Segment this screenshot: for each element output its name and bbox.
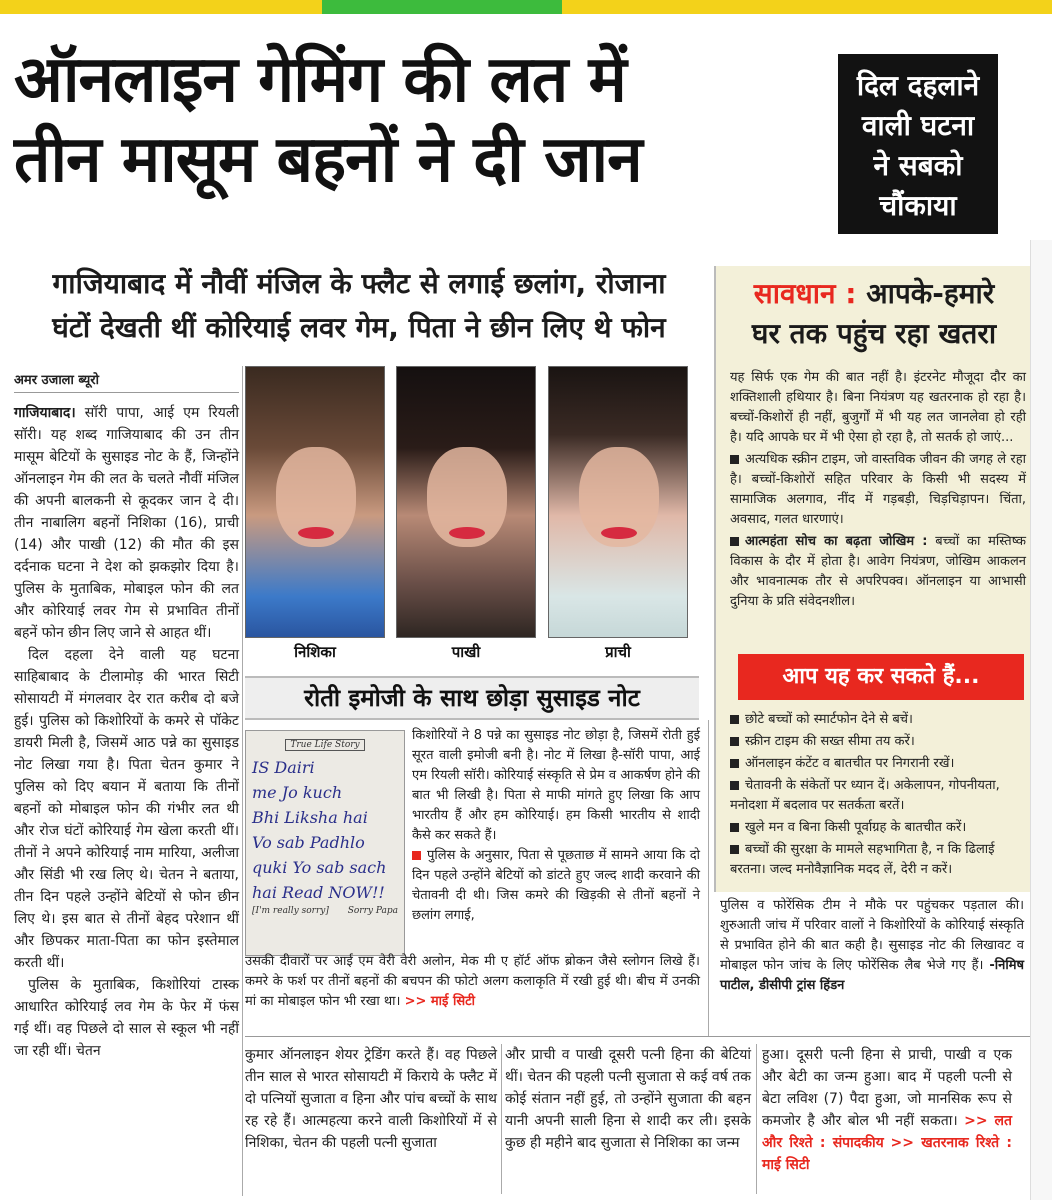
tip-item: खुले मन व बिना किसी पूर्वाग्रह के बातचीत करें। [730, 818, 1026, 838]
column-divider [501, 1044, 502, 1194]
more-link[interactable]: >> लत और रिश्ते : संपादकीय [762, 1113, 1012, 1151]
photo-pakhi [396, 366, 536, 638]
square-bullet-icon [730, 845, 739, 854]
column-divider [242, 366, 243, 1196]
bottom-text: हुआ। दूसरी पत्नी हिना से प्राची, पाखी व एक और बेटी का जन्म हुआ। बाद में पहली पत्नी से बेटा लविश (7) पैदा हुआ, जो मानसिक रूप से कमजोर है और बोल भी नहीं सकता। [762, 1047, 1012, 1129]
police-statement [714, 896, 1030, 996]
highlight-line: दिल दहलाने [856, 69, 980, 102]
bottom-column: कुमार ऑनलाइन शेयर ट्रेडिंग करते हैं। वह पिछले तीन साल से भारत सोसायटी में किराये के फ्लैट में दो पत्नियों सुजाता व हिना और पांच बच्चों के साथ रह रहे हैं। आत्महत्या करने वाली किशोरियों में से निशिका, चेतन की पहली पत्नी सुजाता [245, 1047, 497, 1151]
note-line: Vo sab Padhlo [252, 833, 365, 852]
tip-item: स्क्रीन टाइम की सख्त सीमा तय करें। [730, 732, 1026, 752]
caution-title-line2: घर तक पहुंच रहा खतरा [751, 317, 997, 350]
column-divider [756, 1044, 757, 1194]
highlight-line: चौंकाया [879, 189, 957, 222]
bottom-column: और प्राची व पाखी दूसरी पत्नी हिना की बेटियां थीं। चेतन की पहली पत्नी सुजाता से कई वर्ष तक कोई संतान नहीं हुई, तो उन्होंने सुजाता की बहन यानी अपनी साली हिना से शादी कर ली। इसके कुछ ही महीने बाद सुजाता से निशिका का जन्म [505, 1047, 751, 1151]
subheadline-line-1: गाजियाबाद में नौवीं मंजिल के फ्लैट से लगाई छलांग, रोजाना [52, 267, 666, 300]
square-bullet-icon [730, 759, 739, 768]
top-green-tab [322, 0, 562, 14]
subheadline-line-2: घंटों देखती थीं कोरियाई लवर गेम, पिता ने छीन लिए थे फोन [52, 311, 666, 344]
caution-point: आत्महंता सोच का बढ़ता जोखिम : बच्चों का मस्तिष्क विकास के दौर में होता है। आवेग नियंत्रण, जोखिम आकलन और भावनात्मक तौर से अपरिपक्व। ऑनलाइन या आभासी दुनिया के प्रति संवेदनशील। [730, 534, 1027, 609]
photo-caption: निशिका [294, 643, 336, 661]
note-line: IS Dairi [252, 758, 315, 777]
note-paragraph-text: पुलिस के अनुसार, पिता से पूछताछ में सामने आया कि दो दिन पहले उन्होंने बेटियों को डांटते हुए जल्द शादी करवाने की चेतावनी दी थी। जिस कमरे की खिड़की से तीनों बहनों ने छलांग लगाई, [412, 848, 700, 923]
square-bullet-icon [730, 455, 739, 464]
tip-item: ऑनलाइन कंटेंट व बातचीत पर निगरानी रखें। [730, 754, 1026, 774]
dateline: गाजियाबाद। [14, 405, 76, 421]
caution-box [714, 266, 1030, 892]
photo-caption: पाखी [451, 643, 481, 661]
bottom-column [762, 1044, 1012, 1176]
subheadline [14, 262, 704, 350]
highlight-line: ने सबको [873, 149, 963, 182]
photo-nishika [245, 366, 385, 638]
what-you-can-do-banner: आप यह कर सकते हैं... [738, 654, 1024, 700]
suicide-note-photo [245, 730, 405, 956]
story-paragraph [14, 402, 239, 644]
caution-intro: यह सिर्फ एक गेम की बात नहीं है। इंटरनेट मौजूदा दौर का शक्तिशाली हथियार है। बिना नियंत्रण यह खतरनाक हो रहा है। बच्चों-किशोरों ही नहीं, बुजुर्गों में भी यह लत जानलेवा हो रही है। यदि आपके घर में भी ऐसा हो रहा है, तो सतर्क हो जाएं... [730, 370, 1026, 445]
story-paragraph: दिल दहला देने वाली यह घटना साहिबाबाद के टीलामोड़ की भारत सिटी सोसायटी में मंगलवार देर रात करीब दो बजे हुई। पुलिस को किशोरियों के कमरे से पॉकेट डायरी मिली है, जिसमें आठ पन्ने का सुसाइड नोट लिखा गया है। पिता चेतन कुमार ने पुलिस को दिए बयान में बताया कि तीनों बहनों को मोबाइल फोन की गंभीर लत थी और रोज घंटों कोरियाई गेम खेला करती थीं। तीनों ने अपने कोरियाई नाम मारिया, अलीजा और सिंडी भी रख लिए थे। चेतन ने बताया, तीन दिन पहले उन्होंने बेटियों से फोन छीन लिए थे। इस बात से तीनों बेहद परेशान थीं और छिपकर माता-पिता का फोन इस्तेमाल करती थीं। [14, 647, 239, 971]
note-paragraph: किशोरियों ने 8 पन्ने का सुसाइड नोट छोड़ा है, जिसमें रोती हुई सूरत वाली इमोजी बनी है। नोट में लिखा है-सॉरी पापा, आई एम रियली सॉरी। कोरियाई संस्कृति से प्रेम व आकर्षण होने की बात भी लिखी है। पिता से माफी मांगते हुए लिखा कि आप भारतीय हैं और हम कोरियाई। हम किसी भारतीय से शादी कैसे कर सकते हैं। [412, 728, 700, 843]
photo-caption: प्राची [605, 643, 631, 661]
note-story-continuation [245, 952, 700, 1012]
top-color-bar [0, 0, 1052, 14]
red-square-icon [412, 851, 421, 860]
note-paragraph [412, 846, 700, 926]
tip-item: छोटे बच्चों को स्मार्टफोन देने से बचें। [730, 710, 1026, 730]
caution-title [716, 274, 1032, 354]
note-section-heading: रोती इमोजी के साथ छोड़ा सुसाइड नोट [245, 676, 699, 720]
note-story-column [412, 726, 700, 926]
police-signature: -निमिष पाटील, डीसीपी ट्रांस हिंडन [720, 958, 1024, 993]
tip-item: चेतावनी के संकेतों पर ध्यान दें। अकेलापन, गोपनीयता, मनोदशा में बदलाव पर सतर्कता बरतें। [730, 778, 1000, 813]
caution-title-red: सावधान : [753, 277, 857, 310]
column-divider [708, 720, 709, 1036]
note-line: Bhi Liksha hai [252, 808, 368, 827]
caution-title-rest: आपके-हमारे [866, 277, 995, 310]
section-divider [245, 1036, 1030, 1037]
headline-line-1: ऑनलाइन गेमिंग की लत में [14, 43, 626, 117]
photo-prachi [548, 366, 688, 638]
note-line: quki Yo sab sach [252, 858, 387, 877]
story-text: सॉरी पापा, आई एम रियली सॉरी। यह शब्द गाजियाबाद की उन तीन मासूम बेटियों के सुसाइड नोट के हैं, जिन्होंने ऑनलाइन गेम की लत के चलते नौवीं मंजिल की अपनी बालकनी से कूदकर जान दे दी। तीन नाबालिग बहनों निशिका (16), प्राची (14) और पाखी (12) की मौत की इस दर्दनाक घटना ने देश को झकझोर दिया है। पुलिस के मुताबिक, मोबाइल फोन की लत और कोरियाई लवर गेम से प्रभावित तीनों बहनें फोन छीन लिए जाने से आहत थीं। [14, 405, 239, 641]
headline [14, 40, 824, 200]
more-link[interactable]: >> माई सिटी [404, 994, 476, 1009]
tips-list [730, 710, 1026, 882]
square-bullet-icon [730, 823, 739, 832]
adjacent-page-strip [1030, 240, 1052, 1200]
square-bullet-icon [730, 715, 739, 724]
caution-point: अत्यधिक स्क्रीन टाइम, जो वास्तविक जीवन की जगह ले रहा है। बच्चों-किशोरों सहित परिवार के किसी भी सदस्य में सामाजिक अलगाव, नींद में गड़बड़ी, चिड़चिड़ापन। चिंता, अवसाद, गलत धारणाएं। [730, 452, 1026, 527]
more-link[interactable]: >> खतरनाक रिश्ते : माई सिटी [762, 1135, 1012, 1173]
story-paragraph: पुलिस के मुताबिक, किशोरियां टास्क आधारित कोरियाई लव गेम के फेर में फंस गई थीं। वह पिछले दो साल से स्कूल भी नहीं जा रही थीं। चेतन [14, 977, 239, 1059]
square-bullet-icon [730, 781, 739, 790]
note-paragraph-text: उसकी दीवारों पर आई एम वेरी वेरी अलोन, मेक मी ए हॉर्ट ऑफ ब्रोकन जैसे स्लोगन लिखे हैं। कमरे के फर्श पर तीनों बहनों की बचपन की फोटो अलग कलाकृति में रखी हुई थी। बीच में उनकी मां का मोबाइल फोन भी रखा था। [245, 954, 700, 1009]
square-bullet-icon [730, 737, 739, 746]
square-bullet-icon [730, 537, 739, 546]
police-text: पुलिस व फोरेंसिक टीम ने मौके पर पहुंचकर पड़ताल की। शुरुआती जांच में परिवार वालों ने किशोरियों के कोरियाई संस्कृति से प्रभावित होने की बात कही है। सुसाइड नोट की लिखावट व मोबाइल फोन जांच के लिए फोरेंसिक लैब भेजे गए हैं। [720, 898, 1024, 973]
main-story-column [14, 402, 239, 1062]
highlight-box [838, 54, 998, 234]
headline-line-2: तीन मासूम बहनों ने दी जान [14, 123, 642, 197]
note-tag: True Life Story [285, 739, 365, 751]
note-line: hai Read NOW!! [252, 883, 385, 902]
note-corner-left: [I'm really sorry] [252, 906, 329, 916]
byline: अमर उजाला ब्यूरो [14, 370, 239, 393]
caution-body [730, 368, 1026, 614]
note-line: me Jo kuch [252, 783, 343, 802]
note-corner-right: Sorry Papa [347, 906, 398, 916]
tip-item: बच्चों की सुरक्षा के मामले सहभागिता है, न कि ढिलाई बरतना। जल्द मनोवैज्ञानिक मदद लें, देरी न करें। [730, 842, 995, 877]
highlight-line: वाली घटना [861, 109, 975, 142]
